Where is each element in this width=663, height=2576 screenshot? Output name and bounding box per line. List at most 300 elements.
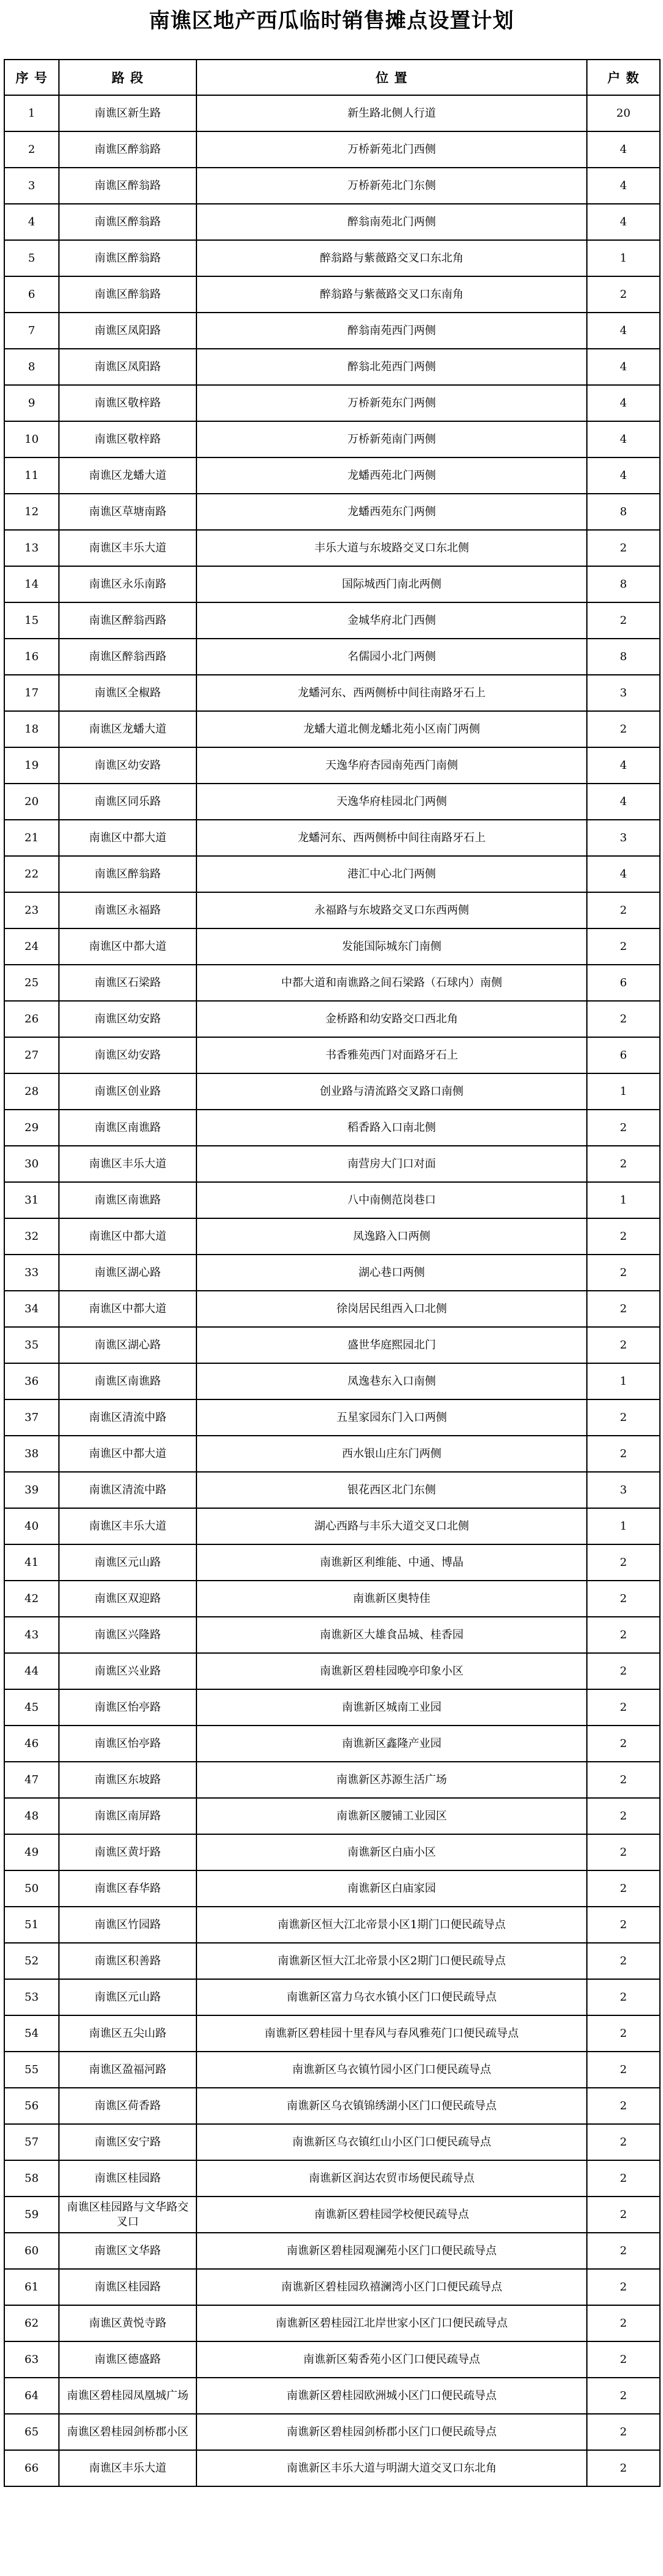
row-number: 34 [4, 1291, 59, 1327]
row-number: 30 [4, 1146, 59, 1182]
row-road: 南谯区中都大道 [59, 1436, 196, 1472]
row-count: 6 [587, 1037, 660, 1073]
row-count: 2 [587, 711, 660, 747]
row-count: 2 [587, 1834, 660, 1870]
row-road: 南谯区中都大道 [59, 1218, 196, 1255]
table-row [4, 1218, 660, 1255]
row-number: 64 [4, 2378, 59, 2414]
row-road: 南谯区醉翁路 [59, 276, 196, 313]
row-location: 南谯新区菊香苑小区门口便民疏导点 [196, 2341, 587, 2378]
row-location: 南谯新区奥特佳 [196, 1581, 587, 1617]
table-row [4, 965, 660, 1001]
row-number: 50 [4, 1870, 59, 1907]
row-road: 南谯区中都大道 [59, 820, 196, 856]
table-row [4, 820, 660, 856]
row-number: 54 [4, 2015, 59, 2052]
row-road: 南谯区盈福河路 [59, 2052, 196, 2088]
table-row [4, 2124, 660, 2160]
row-count: 2 [587, 928, 660, 965]
row-location: 龙蟠西苑北门两侧 [196, 457, 587, 494]
table-row [4, 1544, 660, 1581]
row-road: 南谯区碧桂园凤凰城广场 [59, 2378, 196, 2414]
row-count: 2 [587, 2160, 660, 2197]
table-row [4, 1798, 660, 1834]
row-road: 南谯区敬梓路 [59, 421, 196, 457]
row-road: 南谯区安宁路 [59, 2124, 196, 2160]
row-location: 醉翁南苑北门两侧 [196, 204, 587, 240]
row-number: 39 [4, 1472, 59, 1508]
row-number: 43 [4, 1617, 59, 1653]
table-row [4, 2414, 660, 2450]
row-count: 2 [587, 1870, 660, 1907]
row-location: 醉翁路与紫薇路交叉口东南角 [196, 276, 587, 313]
row-road: 南谯区兴业路 [59, 1653, 196, 1689]
row-number: 33 [4, 1255, 59, 1291]
row-count: 2 [587, 1762, 660, 1798]
row-road: 南谯区龙蟠大道 [59, 711, 196, 747]
header-road: 路 段 [59, 60, 196, 95]
row-number: 51 [4, 1907, 59, 1943]
table-row [4, 1472, 660, 1508]
row-count: 2 [587, 1943, 660, 1979]
table-row [4, 1037, 660, 1073]
row-count: 2 [587, 1001, 660, 1037]
row-road: 南谯区丰乐大道 [59, 1146, 196, 1182]
table-row [4, 1001, 660, 1037]
table-row [4, 204, 660, 240]
row-count: 8 [587, 639, 660, 675]
row-count: 2 [587, 1617, 660, 1653]
row-road: 南谯区南谯路 [59, 1110, 196, 1146]
row-count: 4 [587, 421, 660, 457]
row-location: 南谯新区碧桂园十里春风与春风雅苑门口便民疏导点 [196, 2015, 587, 2052]
stall-plan-table [4, 59, 661, 2487]
row-count: 2 [587, 2197, 660, 2233]
row-location: 南谯新区碧桂园玖禧澜湾小区门口便民疏导点 [196, 2269, 587, 2305]
row-location: 南营房大门口对面 [196, 1146, 587, 1182]
row-number: 60 [4, 2233, 59, 2269]
row-location: 五星家园东门入口两侧 [196, 1399, 587, 1436]
row-location: 南谯新区乌衣镇锦绣湖小区门口便民疏导点 [196, 2088, 587, 2124]
row-count: 2 [587, 1327, 660, 1363]
table-row [4, 2015, 660, 2052]
row-location: 湖心巷口两侧 [196, 1255, 587, 1291]
row-road: 南谯区中都大道 [59, 1291, 196, 1327]
table-row [4, 530, 660, 566]
row-count: 2 [587, 276, 660, 313]
row-road: 南谯区桂园路与文华路交叉口 [59, 2197, 196, 2233]
row-location: 南谯新区碧桂园欧洲城小区门口便民疏导点 [196, 2378, 587, 2414]
row-location: 南谯新区碧桂园观澜苑小区门口便民疏导点 [196, 2233, 587, 2269]
row-road: 南谯区湖心路 [59, 1255, 196, 1291]
row-number: 3 [4, 168, 59, 204]
table-row [4, 2197, 660, 2233]
table-row [4, 566, 660, 602]
row-road: 南谯区南屏路 [59, 1798, 196, 1834]
row-number: 38 [4, 1436, 59, 1472]
row-road: 南谯区醉翁西路 [59, 602, 196, 639]
row-number: 13 [4, 530, 59, 566]
row-road: 南谯区永福路 [59, 892, 196, 928]
table-row [4, 1327, 660, 1363]
table-row [4, 1834, 660, 1870]
row-number: 44 [4, 1653, 59, 1689]
row-number: 22 [4, 856, 59, 892]
row-count: 3 [587, 675, 660, 711]
row-location: 丰乐大道与东坡路交叉口东北侧 [196, 530, 587, 566]
row-count: 4 [587, 747, 660, 784]
row-road: 南谯区湖心路 [59, 1327, 196, 1363]
row-number: 46 [4, 1726, 59, 1762]
row-number: 10 [4, 421, 59, 457]
row-location: 南谯新区润达农贸市场便民疏导点 [196, 2160, 587, 2197]
row-count: 2 [587, 1399, 660, 1436]
table-row [4, 1436, 660, 1472]
row-count: 2 [587, 2052, 660, 2088]
row-number: 9 [4, 385, 59, 421]
row-location: 南谯新区城南工业园 [196, 1689, 587, 1726]
row-road: 南谯区凤阳路 [59, 313, 196, 349]
header-number: 序 号 [4, 60, 59, 95]
row-count: 4 [587, 349, 660, 385]
row-number: 26 [4, 1001, 59, 1037]
table-row [4, 1762, 660, 1798]
row-location: 南谯新区乌衣镇红山小区门口便民疏导点 [196, 2124, 587, 2160]
row-road: 南谯区丰乐大道 [59, 1508, 196, 1544]
row-number: 27 [4, 1037, 59, 1073]
row-road: 南谯区敬梓路 [59, 385, 196, 421]
row-road: 南谯区东坡路 [59, 1762, 196, 1798]
row-number: 17 [4, 675, 59, 711]
table-row [4, 1399, 660, 1436]
table-row [4, 457, 660, 494]
row-location: 万桥新苑南门两侧 [196, 421, 587, 457]
row-number: 47 [4, 1762, 59, 1798]
row-road: 南谯区五尖山路 [59, 2015, 196, 2052]
row-number: 52 [4, 1943, 59, 1979]
row-count: 2 [587, 2233, 660, 2269]
row-count: 1 [587, 1508, 660, 1544]
row-number: 37 [4, 1399, 59, 1436]
row-count: 4 [587, 313, 660, 349]
row-count: 8 [587, 494, 660, 530]
row-location: 发能国际城东门南侧 [196, 928, 587, 965]
row-count: 2 [587, 1726, 660, 1762]
row-road: 南谯区醉翁路 [59, 168, 196, 204]
row-location: 南谯新区碧桂园晚亭印象小区 [196, 1653, 587, 1689]
row-number: 56 [4, 2088, 59, 2124]
row-road: 南谯区醉翁路 [59, 856, 196, 892]
row-road: 南谯区草塘南路 [59, 494, 196, 530]
row-road: 南谯区荷香路 [59, 2088, 196, 2124]
row-road: 南谯区醉翁路 [59, 240, 196, 276]
row-location: 南谯新区利维能、中通、博晶 [196, 1544, 587, 1581]
row-number: 55 [4, 2052, 59, 2088]
row-number: 21 [4, 820, 59, 856]
row-count: 4 [587, 168, 660, 204]
table-row [4, 1581, 660, 1617]
row-count: 2 [587, 2305, 660, 2341]
row-road: 南谯区春华路 [59, 1870, 196, 1907]
row-count: 4 [587, 784, 660, 820]
row-count: 2 [587, 2124, 660, 2160]
row-count: 2 [587, 1218, 660, 1255]
table-body [4, 95, 660, 2486]
row-location: 八中南侧范岗巷口 [196, 1182, 587, 1218]
row-count: 3 [587, 820, 660, 856]
row-road: 南谯区黄悦寺路 [59, 2305, 196, 2341]
row-number: 53 [4, 1979, 59, 2015]
row-road: 南谯区新生路 [59, 95, 196, 131]
row-road: 南谯区凤阳路 [59, 349, 196, 385]
row-location: 创业路与清流路交叉路口南侧 [196, 1073, 587, 1110]
row-number: 5 [4, 240, 59, 276]
row-number: 16 [4, 639, 59, 675]
row-count: 1 [587, 1073, 660, 1110]
row-location: 徐岗居民组西入口北侧 [196, 1291, 587, 1327]
row-location: 书香雅苑西门对面路牙石上 [196, 1037, 587, 1073]
row-count: 2 [587, 2269, 660, 2305]
table-row [4, 1907, 660, 1943]
row-location: 南谯新区苏源生活广场 [196, 1762, 587, 1798]
table-header-row [4, 60, 660, 95]
row-number: 42 [4, 1581, 59, 1617]
table-row [4, 747, 660, 784]
row-number: 25 [4, 965, 59, 1001]
table-row [4, 313, 660, 349]
row-road: 南谯区醉翁西路 [59, 639, 196, 675]
row-location: 凤逸路入口两侧 [196, 1218, 587, 1255]
row-location: 南谯新区富力乌衣水镇小区门口便民疏导点 [196, 1979, 587, 2015]
table-row [4, 1508, 660, 1544]
header-location: 位 置 [196, 60, 587, 95]
row-count: 2 [587, 1581, 660, 1617]
row-number: 40 [4, 1508, 59, 1544]
row-location: 南谯新区碧桂园学校便民疏导点 [196, 2197, 587, 2233]
row-road: 南谯区清流中路 [59, 1399, 196, 1436]
table-row [4, 892, 660, 928]
row-road: 南谯区中都大道 [59, 928, 196, 965]
row-number: 7 [4, 313, 59, 349]
table-row [4, 1110, 660, 1146]
row-count: 6 [587, 965, 660, 1001]
row-number: 23 [4, 892, 59, 928]
row-location: 龙蟠河东、西两侧桥中间往南路牙石上 [196, 675, 587, 711]
row-road: 南谯区文华路 [59, 2233, 196, 2269]
row-location: 金城华府北门西侧 [196, 602, 587, 639]
row-number: 15 [4, 602, 59, 639]
row-number: 59 [4, 2197, 59, 2233]
row-location: 天逸华府桂园北门两侧 [196, 784, 587, 820]
table-row [4, 1870, 660, 1907]
row-location: 醉翁路与紫薇路交叉口东北角 [196, 240, 587, 276]
row-road: 南谯区幼安路 [59, 747, 196, 784]
row-location: 凤逸巷东入口南侧 [196, 1363, 587, 1399]
row-location: 龙蟠河东、西两侧桥中间往南路牙石上 [196, 820, 587, 856]
table-row [4, 2160, 660, 2197]
row-number: 65 [4, 2414, 59, 2450]
row-location: 稻香路入口南北侧 [196, 1110, 587, 1146]
row-location: 南谯新区白庙家园 [196, 1870, 587, 1907]
row-location: 龙蟠大道北侧龙蟠北苑小区南门两侧 [196, 711, 587, 747]
row-count: 2 [587, 2341, 660, 2378]
row-road: 南谯区双迎路 [59, 1581, 196, 1617]
table-row [4, 1291, 660, 1327]
row-number: 58 [4, 2160, 59, 2197]
row-road: 南谯区兴隆路 [59, 1617, 196, 1653]
row-count: 2 [587, 1436, 660, 1472]
row-count: 2 [587, 2378, 660, 2414]
row-road: 南谯区南谯路 [59, 1182, 196, 1218]
row-count: 1 [587, 1182, 660, 1218]
row-number: 14 [4, 566, 59, 602]
row-road: 南谯区全椒路 [59, 675, 196, 711]
row-location: 南谯新区鑫隆产业园 [196, 1726, 587, 1762]
row-number: 41 [4, 1544, 59, 1581]
row-location: 南谯新区碧桂园江北岸世家小区门口便民疏导点 [196, 2305, 587, 2341]
row-count: 2 [587, 1544, 660, 1581]
row-location: 中都大道和南谯路之间石梁路（石球内）南侧 [196, 965, 587, 1001]
row-count: 4 [587, 131, 660, 168]
row-road: 南谯区积善路 [59, 1943, 196, 1979]
row-location: 南谯新区腰铺工业园区 [196, 1798, 587, 1834]
row-count: 2 [587, 1689, 660, 1726]
page-title: 南谯区地产西瓜临时销售摊点设置计划 [149, 9, 514, 33]
row-location: 西水银山庄东门两侧 [196, 1436, 587, 1472]
row-road: 南谯区同乐路 [59, 784, 196, 820]
table-row [4, 349, 660, 385]
table-row [4, 1146, 660, 1182]
table-row [4, 1653, 660, 1689]
row-number: 48 [4, 1798, 59, 1834]
row-location: 天逸华府杏园南苑西门南侧 [196, 747, 587, 784]
row-location: 新生路北侧人行道 [196, 95, 587, 131]
row-number: 61 [4, 2269, 59, 2305]
row-location: 万桥新苑东门两侧 [196, 385, 587, 421]
table-row [4, 1726, 660, 1762]
row-count: 2 [587, 602, 660, 639]
table-row [4, 421, 660, 457]
row-road: 南谯区碧桂园剑桥郡小区 [59, 2414, 196, 2450]
row-location: 万桥新苑北门西侧 [196, 131, 587, 168]
row-count: 2 [587, 2088, 660, 2124]
row-count: 1 [587, 1363, 660, 1399]
row-number: 20 [4, 784, 59, 820]
table-row [4, 95, 660, 131]
table-row [4, 1182, 660, 1218]
row-location: 永福路与东坡路交叉口东西两侧 [196, 892, 587, 928]
header-count: 户 数 [587, 60, 660, 95]
row-number: 36 [4, 1363, 59, 1399]
table-row [4, 856, 660, 892]
table-row [4, 784, 660, 820]
row-count: 2 [587, 1110, 660, 1146]
row-road: 南谯区德盛路 [59, 2341, 196, 2378]
table-row [4, 494, 660, 530]
row-number: 19 [4, 747, 59, 784]
row-number: 18 [4, 711, 59, 747]
row-count: 2 [587, 2450, 660, 2486]
row-number: 31 [4, 1182, 59, 1218]
table-row [4, 2378, 660, 2414]
row-number: 6 [4, 276, 59, 313]
table-row [4, 240, 660, 276]
row-road: 南谯区清流中路 [59, 1472, 196, 1508]
row-number: 24 [4, 928, 59, 965]
row-count: 2 [587, 1907, 660, 1943]
row-number: 28 [4, 1073, 59, 1110]
row-road: 南谯区醉翁路 [59, 204, 196, 240]
row-count: 2 [587, 2015, 660, 2052]
table-row [4, 168, 660, 204]
row-number: 1 [4, 95, 59, 131]
row-location: 港汇中心北门两侧 [196, 856, 587, 892]
row-number: 49 [4, 1834, 59, 1870]
row-count: 2 [587, 2414, 660, 2450]
row-count: 2 [587, 530, 660, 566]
row-road: 南谯区桂园路 [59, 2269, 196, 2305]
table-row [4, 1943, 660, 1979]
row-road: 南谯区幼安路 [59, 1001, 196, 1037]
row-road: 南谯区元山路 [59, 1544, 196, 1581]
row-number: 11 [4, 457, 59, 494]
row-location: 金桥路和幼安路交口西北角 [196, 1001, 587, 1037]
row-number: 66 [4, 2450, 59, 2486]
row-road: 南谯区竹园路 [59, 1907, 196, 1943]
table-row [4, 2088, 660, 2124]
row-count: 4 [587, 856, 660, 892]
row-count: 1 [587, 240, 660, 276]
row-location: 名儒园小北门两侧 [196, 639, 587, 675]
row-location: 南谯新区恒大江北帝景小区1期门口便民疏导点 [196, 1907, 587, 1943]
row-number: 35 [4, 1327, 59, 1363]
row-location: 南谯新区大雄食品城、桂香园 [196, 1617, 587, 1653]
row-road: 南谯区丰乐大道 [59, 530, 196, 566]
table-row [4, 711, 660, 747]
row-location: 南谯新区白庙小区 [196, 1834, 587, 1870]
table-row [4, 1979, 660, 2015]
row-location: 醉翁北苑西门两侧 [196, 349, 587, 385]
row-number: 45 [4, 1689, 59, 1726]
row-location: 南谯新区丰乐大道与明湖大道交叉口东北角 [196, 2450, 587, 2486]
row-number: 8 [4, 349, 59, 385]
row-road: 南谯区黄圩路 [59, 1834, 196, 1870]
row-count: 2 [587, 1653, 660, 1689]
row-road: 南谯区桂园路 [59, 2160, 196, 2197]
row-number: 29 [4, 1110, 59, 1146]
table-row [4, 602, 660, 639]
table-row [4, 2305, 660, 2341]
row-location: 醉翁南苑西门两侧 [196, 313, 587, 349]
table-row [4, 2233, 660, 2269]
row-location: 国际城西门南北两侧 [196, 566, 587, 602]
row-road: 南谯区怡亭路 [59, 1689, 196, 1726]
table-row [4, 2052, 660, 2088]
row-number: 57 [4, 2124, 59, 2160]
table-row [4, 385, 660, 421]
row-road: 南谯区醉翁路 [59, 131, 196, 168]
row-count: 2 [587, 1146, 660, 1182]
row-count: 2 [587, 1255, 660, 1291]
row-count: 8 [587, 566, 660, 602]
row-count: 20 [587, 95, 660, 131]
table-row [4, 1689, 660, 1726]
row-road: 南谯区石梁路 [59, 965, 196, 1001]
row-road: 南谯区幼安路 [59, 1037, 196, 1073]
row-road: 南谯区怡亭路 [59, 1726, 196, 1762]
row-road: 南谯区丰乐大道 [59, 2450, 196, 2486]
row-location: 湖心西路与丰乐大道交叉口北侧 [196, 1508, 587, 1544]
